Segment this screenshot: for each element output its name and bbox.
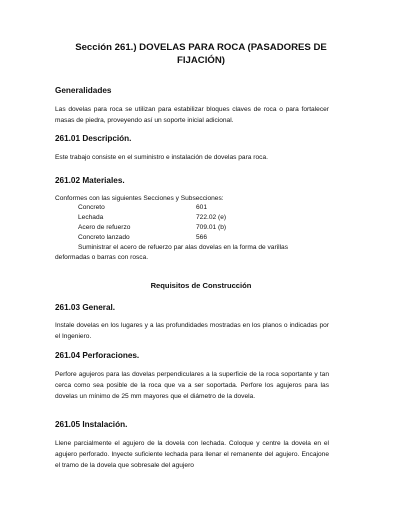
paragraph-261-05: Llene parcialmente el agujero de la dovela con lechada. Coloque y centre la dovela en el agujero perforado. Inyecte suficiente lechada para llenar el remanente del agujero. Encajone el tramo de la dovela que sobresale del agujero bbox=[55, 440, 329, 469]
heading-generalidades: Generalidades bbox=[55, 86, 112, 95]
material-name: Concreto lanzado bbox=[78, 234, 130, 241]
paragraph-261-01: Este trabajo consiste en el suministro e instalación de dovelas para roca. bbox=[55, 154, 268, 161]
material-ref: 566 bbox=[196, 234, 208, 241]
material-name: Concreto bbox=[78, 204, 105, 211]
paragraph-generalidades: Las dovelas para roca se utilizan para estabilizar bloques claves de roca o para fortalecer masas de piedra, proveyendo así un soporte inicial adicional. bbox=[55, 106, 329, 124]
materials-note-line-1: Suministrar el acero de refuerzo par alas dovelas en la forma de varillas bbox=[78, 244, 289, 251]
heading-261-04: 261.04 Perforaciones. bbox=[55, 351, 140, 360]
heading-261-05: 261.05 Instalación. bbox=[55, 420, 128, 429]
material-name: Lechada bbox=[78, 214, 104, 221]
material-ref: 709.01 (b) bbox=[196, 224, 227, 231]
material-ref: 601 bbox=[196, 204, 208, 211]
material-ref: 722.02 (e) bbox=[196, 214, 227, 221]
heading-requisitos: Requisitos de Construcción bbox=[150, 281, 252, 290]
heading-261-03: 261.03 General. bbox=[55, 303, 116, 312]
section-title-line-2: FIJACIÓN) bbox=[177, 55, 225, 66]
materials-note-line-2: deformadas o barras con rosca. bbox=[55, 254, 149, 261]
section-title bbox=[40, 41, 362, 67]
materials-intro: Conformes con las siguientes Secciones y Subsecciones: bbox=[55, 195, 224, 202]
material-name: Acero de refuerzo bbox=[78, 224, 131, 231]
heading-261-01: 261.01 Descripción. bbox=[55, 134, 132, 143]
paragraph-261-04: Perfore agujeros para las dovelas perpendiculares a la superficie de la roca soportante y tan cerca como sea posible de la roca que va a ser soportada. Perfore los agujeros para las dovelas un mínimo de 25 mm mayores que el diámetro de la dovela. bbox=[55, 371, 329, 400]
heading-261-02: 261.02 Materiales. bbox=[55, 176, 125, 185]
paragraph-261-03: Instale dovelas en los lugares y a las profundidades mostradas en los planos o indicadas por el Ingeniero. bbox=[55, 322, 329, 340]
section-title-line-1: Sección 261.) DOVELAS PARA ROCA (PASADORES DE bbox=[75, 42, 327, 53]
